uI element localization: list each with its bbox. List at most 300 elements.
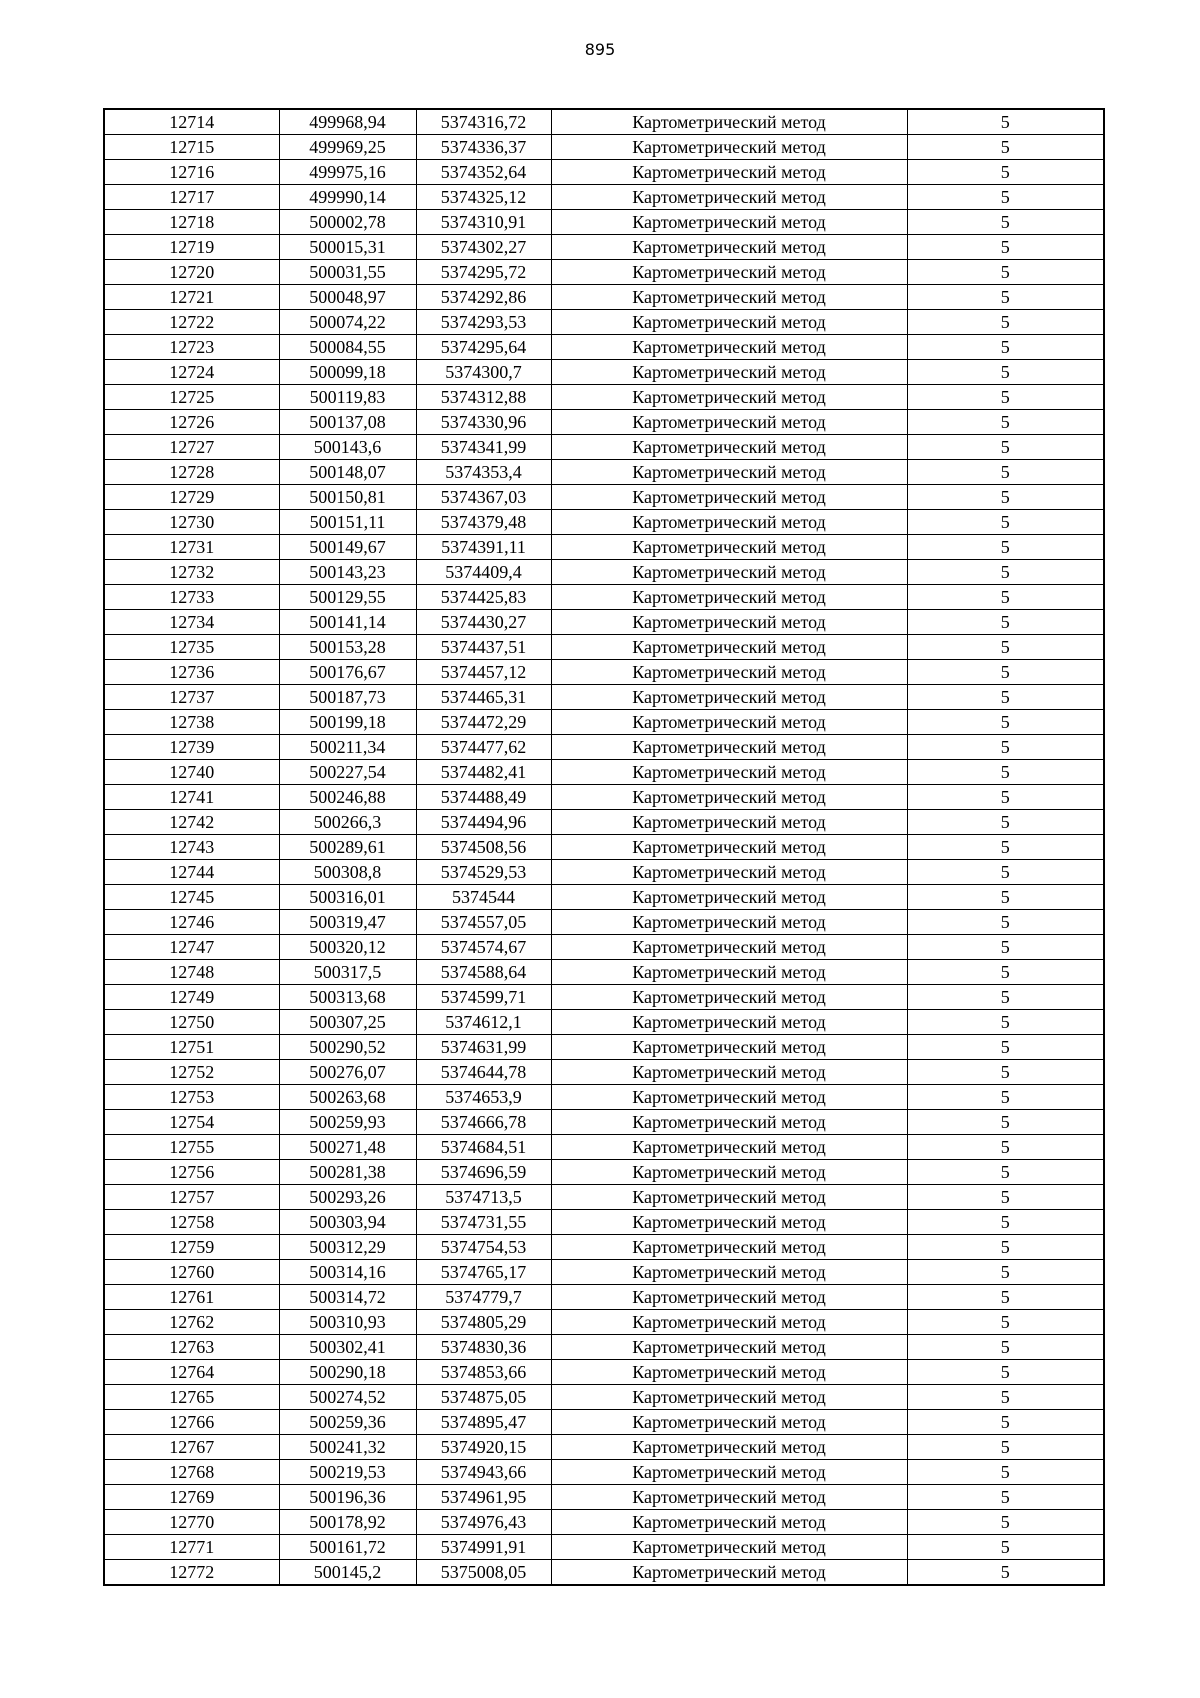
method-cell: Картометрический метод: [551, 935, 907, 960]
x-coordinate-cell: 500308,8: [279, 860, 416, 885]
method-cell: Картометрический метод: [551, 1185, 907, 1210]
table-row: [104, 960, 1104, 985]
method-cell: Картометрический метод: [551, 1560, 907, 1586]
accuracy-cell: 5: [907, 410, 1104, 435]
x-coordinate-cell: 500084,55: [279, 335, 416, 360]
y-coordinate-cell: 5374653,9: [416, 1085, 551, 1110]
table-row: [104, 285, 1104, 310]
x-coordinate-cell: 500149,67: [279, 535, 416, 560]
point-number-cell: 12754: [104, 1110, 279, 1135]
y-coordinate-cell: 5374391,11: [416, 535, 551, 560]
x-coordinate-cell: 500307,25: [279, 1010, 416, 1035]
x-coordinate-cell: 500303,94: [279, 1210, 416, 1235]
method-cell: Картометрический метод: [551, 835, 907, 860]
y-coordinate-cell: 5374805,29: [416, 1310, 551, 1335]
method-cell: Картометрический метод: [551, 410, 907, 435]
x-coordinate-cell: 500293,26: [279, 1185, 416, 1210]
accuracy-cell: 5: [907, 635, 1104, 660]
table-row: [104, 935, 1104, 960]
table-row: [104, 885, 1104, 910]
accuracy-cell: 5: [907, 160, 1104, 185]
accuracy-cell: 5: [907, 1560, 1104, 1586]
point-number-cell: 12729: [104, 485, 279, 510]
x-coordinate-cell: 500314,16: [279, 1260, 416, 1285]
method-cell: Картометрический метод: [551, 109, 907, 135]
method-cell: Картометрический метод: [551, 910, 907, 935]
table-row: [104, 1085, 1104, 1110]
method-cell: Картометрический метод: [551, 135, 907, 160]
y-coordinate-cell: 5374895,47: [416, 1410, 551, 1435]
x-coordinate-cell: 500263,68: [279, 1085, 416, 1110]
x-coordinate-cell: 500048,97: [279, 285, 416, 310]
accuracy-cell: 5: [907, 435, 1104, 460]
table-row: [104, 185, 1104, 210]
x-coordinate-cell: 500246,88: [279, 785, 416, 810]
point-number-cell: 12717: [104, 185, 279, 210]
point-number-cell: 12725: [104, 385, 279, 410]
x-coordinate-cell: 499975,16: [279, 160, 416, 185]
accuracy-cell: 5: [907, 1010, 1104, 1035]
y-coordinate-cell: 5374765,17: [416, 1260, 551, 1285]
table-row: [104, 985, 1104, 1010]
x-coordinate-cell: 500176,67: [279, 660, 416, 685]
method-cell: Картометрический метод: [551, 1235, 907, 1260]
x-coordinate-cell: 500099,18: [279, 360, 416, 385]
method-cell: Картометрический метод: [551, 1385, 907, 1410]
x-coordinate-cell: 500259,93: [279, 1110, 416, 1135]
table-row: [104, 410, 1104, 435]
accuracy-cell: 5: [907, 385, 1104, 410]
accuracy-cell: 5: [907, 535, 1104, 560]
method-cell: Картометрический метод: [551, 560, 907, 585]
method-cell: Картометрический метод: [551, 1210, 907, 1235]
table-row: [104, 109, 1104, 135]
accuracy-cell: 5: [907, 560, 1104, 585]
y-coordinate-cell: 5374482,41: [416, 760, 551, 785]
accuracy-cell: 5: [907, 860, 1104, 885]
method-cell: Картометрический метод: [551, 260, 907, 285]
point-number-cell: 12762: [104, 1310, 279, 1335]
point-number-cell: 12744: [104, 860, 279, 885]
x-coordinate-cell: 500281,38: [279, 1160, 416, 1185]
x-coordinate-cell: 499990,14: [279, 185, 416, 210]
accuracy-cell: 5: [907, 735, 1104, 760]
method-cell: Картометрический метод: [551, 335, 907, 360]
method-cell: Картометрический метод: [551, 235, 907, 260]
accuracy-cell: 5: [907, 710, 1104, 735]
method-cell: Картометрический метод: [551, 535, 907, 560]
y-coordinate-cell: 5374508,56: [416, 835, 551, 860]
x-coordinate-cell: 500316,01: [279, 885, 416, 910]
x-coordinate-cell: 500259,36: [279, 1410, 416, 1435]
x-coordinate-cell: 500141,14: [279, 610, 416, 635]
coordinates-table-body: [104, 109, 1104, 1585]
y-coordinate-cell: 5374754,53: [416, 1235, 551, 1260]
y-coordinate-cell: 5374295,64: [416, 335, 551, 360]
accuracy-cell: 5: [907, 210, 1104, 235]
x-coordinate-cell: 500276,07: [279, 1060, 416, 1085]
method-cell: Картометрический метод: [551, 1535, 907, 1560]
point-number-cell: 12749: [104, 985, 279, 1010]
method-cell: Картометрический метод: [551, 785, 907, 810]
x-coordinate-cell: 500129,55: [279, 585, 416, 610]
y-coordinate-cell: 5374713,5: [416, 1185, 551, 1210]
point-number-cell: 12737: [104, 685, 279, 710]
accuracy-cell: 5: [907, 835, 1104, 860]
accuracy-cell: 5: [907, 1385, 1104, 1410]
y-coordinate-cell: 5374292,86: [416, 285, 551, 310]
point-number-cell: 12719: [104, 235, 279, 260]
point-number-cell: 12728: [104, 460, 279, 485]
table-row: [104, 385, 1104, 410]
table-row: [104, 560, 1104, 585]
y-coordinate-cell: 5374943,66: [416, 1460, 551, 1485]
point-number-cell: 12739: [104, 735, 279, 760]
accuracy-cell: 5: [907, 1310, 1104, 1335]
y-coordinate-cell: 5374465,31: [416, 685, 551, 710]
table-row: [104, 1410, 1104, 1435]
y-coordinate-cell: 5374379,48: [416, 510, 551, 535]
table-row: [104, 1385, 1104, 1410]
accuracy-cell: 5: [907, 1260, 1104, 1285]
point-number-cell: 12745: [104, 885, 279, 910]
accuracy-cell: 5: [907, 785, 1104, 810]
accuracy-cell: 5: [907, 610, 1104, 635]
accuracy-cell: 5: [907, 1285, 1104, 1310]
method-cell: Картометрический метод: [551, 1135, 907, 1160]
y-coordinate-cell: 5374961,95: [416, 1485, 551, 1510]
table-row: [104, 1310, 1104, 1335]
point-number-cell: 12746: [104, 910, 279, 935]
accuracy-cell: 5: [907, 460, 1104, 485]
accuracy-cell: 5: [907, 1485, 1104, 1510]
point-number-cell: 12731: [104, 535, 279, 560]
point-number-cell: 12770: [104, 1510, 279, 1535]
method-cell: Картометрический метод: [551, 885, 907, 910]
y-coordinate-cell: 5374457,12: [416, 660, 551, 685]
method-cell: Картометрический метод: [551, 585, 907, 610]
point-number-cell: 12735: [104, 635, 279, 660]
table-row: [104, 160, 1104, 185]
method-cell: Картометрический метод: [551, 1335, 907, 1360]
method-cell: Картометрический метод: [551, 1410, 907, 1435]
table-row: [104, 1285, 1104, 1310]
point-number-cell: 12743: [104, 835, 279, 860]
y-coordinate-cell: 5374316,72: [416, 109, 551, 135]
method-cell: Картометрический метод: [551, 1260, 907, 1285]
table-row: [104, 735, 1104, 760]
table-row: [104, 485, 1104, 510]
point-number-cell: 12718: [104, 210, 279, 235]
x-coordinate-cell: 500219,53: [279, 1460, 416, 1485]
y-coordinate-cell: 5374631,99: [416, 1035, 551, 1060]
accuracy-cell: 5: [907, 1185, 1104, 1210]
point-number-cell: 12741: [104, 785, 279, 810]
table-row: [104, 435, 1104, 460]
x-coordinate-cell: 500119,83: [279, 385, 416, 410]
table-row: [104, 1110, 1104, 1135]
accuracy-cell: 5: [907, 1360, 1104, 1385]
y-coordinate-cell: 5374295,72: [416, 260, 551, 285]
point-number-cell: 12732: [104, 560, 279, 585]
point-number-cell: 12722: [104, 310, 279, 335]
method-cell: Картометрический метод: [551, 760, 907, 785]
y-coordinate-cell: 5374300,7: [416, 360, 551, 385]
accuracy-cell: 5: [907, 1335, 1104, 1360]
point-number-cell: 12720: [104, 260, 279, 285]
method-cell: Картометрический метод: [551, 1035, 907, 1060]
method-cell: Картометрический метод: [551, 310, 907, 335]
point-number-cell: 12730: [104, 510, 279, 535]
accuracy-cell: 5: [907, 1460, 1104, 1485]
point-number-cell: 12767: [104, 1435, 279, 1460]
y-coordinate-cell: 5374599,71: [416, 985, 551, 1010]
method-cell: Картометрический метод: [551, 385, 907, 410]
point-number-cell: 12715: [104, 135, 279, 160]
table-row: [104, 785, 1104, 810]
table-row: [104, 1510, 1104, 1535]
table-row: [104, 910, 1104, 935]
x-coordinate-cell: 500274,52: [279, 1385, 416, 1410]
x-coordinate-cell: 500314,72: [279, 1285, 416, 1310]
method-cell: Картометрический метод: [551, 710, 907, 735]
point-number-cell: 12716: [104, 160, 279, 185]
point-number-cell: 12727: [104, 435, 279, 460]
accuracy-cell: 5: [907, 1210, 1104, 1235]
point-number-cell: 12747: [104, 935, 279, 960]
y-coordinate-cell: 5374853,66: [416, 1360, 551, 1385]
accuracy-cell: 5: [907, 1410, 1104, 1435]
accuracy-cell: 5: [907, 885, 1104, 910]
accuracy-cell: 5: [907, 360, 1104, 385]
y-coordinate-cell: 5374437,51: [416, 635, 551, 660]
method-cell: Картометрический метод: [551, 1485, 907, 1510]
accuracy-cell: 5: [907, 960, 1104, 985]
y-coordinate-cell: 5374302,27: [416, 235, 551, 260]
table-row: [104, 360, 1104, 385]
x-coordinate-cell: 500143,6: [279, 435, 416, 460]
point-number-cell: 12757: [104, 1185, 279, 1210]
accuracy-cell: 5: [907, 760, 1104, 785]
method-cell: Картометрический метод: [551, 860, 907, 885]
x-coordinate-cell: 500320,12: [279, 935, 416, 960]
table-row: [104, 660, 1104, 685]
x-coordinate-cell: 500161,72: [279, 1535, 416, 1560]
x-coordinate-cell: 500290,52: [279, 1035, 416, 1060]
y-coordinate-cell: 5374557,05: [416, 910, 551, 935]
x-coordinate-cell: 500187,73: [279, 685, 416, 710]
y-coordinate-cell: 5374341,99: [416, 435, 551, 460]
method-cell: Картометрический метод: [551, 1110, 907, 1135]
accuracy-cell: 5: [907, 185, 1104, 210]
x-coordinate-cell: 500289,61: [279, 835, 416, 860]
table-row: [104, 460, 1104, 485]
y-coordinate-cell: 5374477,62: [416, 735, 551, 760]
y-coordinate-cell: 5374574,67: [416, 935, 551, 960]
y-coordinate-cell: 5374488,49: [416, 785, 551, 810]
method-cell: Картометрический метод: [551, 1360, 907, 1385]
x-coordinate-cell: 500211,34: [279, 735, 416, 760]
accuracy-cell: 5: [907, 1435, 1104, 1460]
accuracy-cell: 5: [907, 235, 1104, 260]
point-number-cell: 12726: [104, 410, 279, 435]
point-number-cell: 12763: [104, 1335, 279, 1360]
x-coordinate-cell: 500015,31: [279, 235, 416, 260]
method-cell: Картометрический метод: [551, 485, 907, 510]
table-row: [104, 1135, 1104, 1160]
x-coordinate-cell: 500271,48: [279, 1135, 416, 1160]
y-coordinate-cell: 5374588,64: [416, 960, 551, 985]
table-row: [104, 1060, 1104, 1085]
method-cell: Картометрический метод: [551, 185, 907, 210]
method-cell: Картометрический метод: [551, 1010, 907, 1035]
table-row: [104, 1485, 1104, 1510]
table-row: [104, 760, 1104, 785]
y-coordinate-cell: 5374425,83: [416, 585, 551, 610]
y-coordinate-cell: 5374336,37: [416, 135, 551, 160]
point-number-cell: 12764: [104, 1360, 279, 1385]
point-number-cell: 12753: [104, 1085, 279, 1110]
method-cell: Картометрический метод: [551, 985, 907, 1010]
x-coordinate-cell: 500319,47: [279, 910, 416, 935]
x-coordinate-cell: 500317,5: [279, 960, 416, 985]
method-cell: Картометрический метод: [551, 1085, 907, 1110]
accuracy-cell: 5: [907, 485, 1104, 510]
point-number-cell: 12740: [104, 760, 279, 785]
method-cell: Картометрический метод: [551, 735, 907, 760]
table-row: [104, 1035, 1104, 1060]
table-row: [104, 810, 1104, 835]
y-coordinate-cell: 5374612,1: [416, 1010, 551, 1035]
accuracy-cell: 5: [907, 135, 1104, 160]
table-row: [104, 1560, 1104, 1586]
y-coordinate-cell: 5374430,27: [416, 610, 551, 635]
x-coordinate-cell: 500031,55: [279, 260, 416, 285]
y-coordinate-cell: 5374472,29: [416, 710, 551, 735]
table-row: [104, 1160, 1104, 1185]
accuracy-cell: 5: [907, 1060, 1104, 1085]
accuracy-cell: 5: [907, 935, 1104, 960]
point-number-cell: 12765: [104, 1385, 279, 1410]
method-cell: Картометрический метод: [551, 1435, 907, 1460]
method-cell: Картометрический метод: [551, 360, 907, 385]
table-row: [104, 1535, 1104, 1560]
x-coordinate-cell: 500266,3: [279, 810, 416, 835]
table-row: [104, 710, 1104, 735]
accuracy-cell: 5: [907, 1235, 1104, 1260]
y-coordinate-cell: 5374684,51: [416, 1135, 551, 1160]
y-coordinate-cell: 5374666,78: [416, 1110, 551, 1135]
point-number-cell: 12750: [104, 1010, 279, 1035]
method-cell: Картометрический метод: [551, 1310, 907, 1335]
table-row: [104, 535, 1104, 560]
accuracy-cell: 5: [907, 1085, 1104, 1110]
table-row: [104, 310, 1104, 335]
point-number-cell: 12756: [104, 1160, 279, 1185]
table-row: [104, 1010, 1104, 1035]
table-row: [104, 1235, 1104, 1260]
x-coordinate-cell: 500310,93: [279, 1310, 416, 1335]
x-coordinate-cell: 500137,08: [279, 410, 416, 435]
table-row: [104, 610, 1104, 635]
method-cell: Картометрический метод: [551, 210, 907, 235]
point-number-cell: 12723: [104, 335, 279, 360]
table-row: [104, 1460, 1104, 1485]
point-number-cell: 12759: [104, 1235, 279, 1260]
x-coordinate-cell: 499969,25: [279, 135, 416, 160]
point-number-cell: 12742: [104, 810, 279, 835]
method-cell: Картометрический метод: [551, 810, 907, 835]
accuracy-cell: 5: [907, 310, 1104, 335]
method-cell: Картометрический метод: [551, 1060, 907, 1085]
y-coordinate-cell: 5374830,36: [416, 1335, 551, 1360]
point-number-cell: 12748: [104, 960, 279, 985]
accuracy-cell: 5: [907, 685, 1104, 710]
method-cell: Картометрический метод: [551, 285, 907, 310]
point-number-cell: 12755: [104, 1135, 279, 1160]
table-row: [104, 685, 1104, 710]
y-coordinate-cell: 5374976,43: [416, 1510, 551, 1535]
table-row: [104, 1185, 1104, 1210]
table-row: [104, 860, 1104, 885]
x-coordinate-cell: 500178,92: [279, 1510, 416, 1535]
point-number-cell: 12769: [104, 1485, 279, 1510]
accuracy-cell: 5: [907, 585, 1104, 610]
point-number-cell: 12760: [104, 1260, 279, 1285]
table-row: [104, 585, 1104, 610]
method-cell: Картометрический метод: [551, 685, 907, 710]
y-coordinate-cell: 5374494,96: [416, 810, 551, 835]
point-number-cell: 12751: [104, 1035, 279, 1060]
y-coordinate-cell: 5374544: [416, 885, 551, 910]
accuracy-cell: 5: [907, 1035, 1104, 1060]
table-row: [104, 1210, 1104, 1235]
table-row: [104, 1260, 1104, 1285]
method-cell: Картометрический метод: [551, 610, 907, 635]
table-row: [104, 210, 1104, 235]
x-coordinate-cell: 500153,28: [279, 635, 416, 660]
accuracy-cell: 5: [907, 985, 1104, 1010]
y-coordinate-cell: 5374312,88: [416, 385, 551, 410]
table-row: [104, 1435, 1104, 1460]
x-coordinate-cell: 500151,11: [279, 510, 416, 535]
table-row: [104, 260, 1104, 285]
y-coordinate-cell: 5374330,96: [416, 410, 551, 435]
x-coordinate-cell: 500148,07: [279, 460, 416, 485]
accuracy-cell: 5: [907, 660, 1104, 685]
x-coordinate-cell: 500241,32: [279, 1435, 416, 1460]
point-number-cell: 12752: [104, 1060, 279, 1085]
method-cell: Картометрический метод: [551, 1160, 907, 1185]
x-coordinate-cell: 500302,41: [279, 1335, 416, 1360]
table-row: [104, 635, 1104, 660]
y-coordinate-cell: 5374353,4: [416, 460, 551, 485]
y-coordinate-cell: 5374991,91: [416, 1535, 551, 1560]
x-coordinate-cell: 500143,23: [279, 560, 416, 585]
method-cell: Картометрический метод: [551, 435, 907, 460]
table-row: [104, 235, 1104, 260]
method-cell: Картометрический метод: [551, 660, 907, 685]
table-row: [104, 135, 1104, 160]
point-number-cell: 12733: [104, 585, 279, 610]
point-number-cell: 12772: [104, 1560, 279, 1586]
method-cell: Картометрический метод: [551, 1510, 907, 1535]
accuracy-cell: 5: [907, 335, 1104, 360]
x-coordinate-cell: 500312,29: [279, 1235, 416, 1260]
y-coordinate-cell: 5374293,53: [416, 310, 551, 335]
point-number-cell: 12771: [104, 1535, 279, 1560]
x-coordinate-cell: 500002,78: [279, 210, 416, 235]
